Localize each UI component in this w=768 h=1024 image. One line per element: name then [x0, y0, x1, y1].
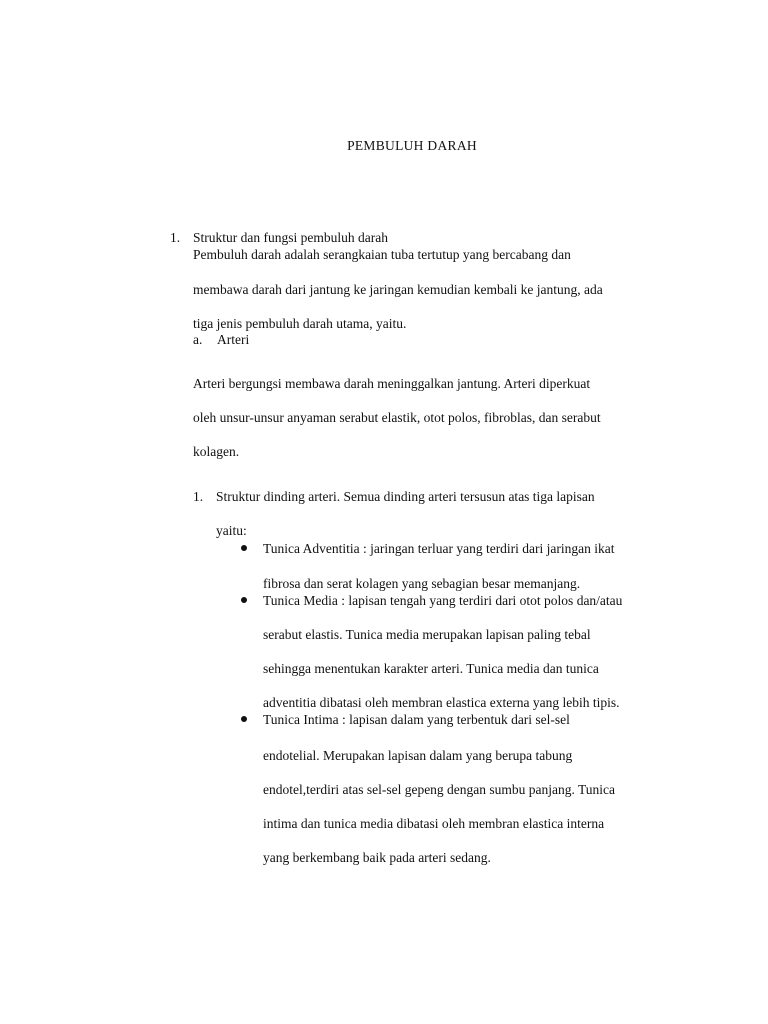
bullet-line: Tunica Media : lapisan tengah yang terdiri dari otot polos dan/atau: [263, 593, 623, 608]
subsection-marker: a.: [193, 332, 203, 347]
bullet-dot-icon: [241, 545, 247, 551]
bullet-line: endotelial. Merupakan lapisan dalam yang berupa tabung: [263, 748, 573, 763]
section-number: 1.: [170, 230, 181, 245]
bullet-line: yang berkembang baik pada arteri sedang.: [263, 850, 491, 865]
bullet-dot-icon: [241, 597, 247, 603]
bullet-line: sehingga menentukan karakter arteri. Tunica media dan tunica: [263, 661, 599, 676]
bullet-line: fibrosa dan serat kolagen yang sebagian besar memanjang.: [263, 576, 581, 591]
item-line: yaitu:: [216, 523, 247, 538]
bullet-dot-icon: [241, 716, 247, 722]
paragraph-line: Arteri bergungsi membawa darah meninggalkan jantung. Arteri diperkuat: [193, 376, 591, 391]
paragraph-line: Pembuluh darah adalah serangkaian tuba tertutup yang bercabang dan: [193, 247, 571, 262]
paragraph-line: tiga jenis pembuluh darah utama, yaitu.: [193, 316, 407, 331]
item-line: Struktur dinding arteri. Semua dinding arteri tersusun atas tiga lapisan: [216, 489, 595, 504]
bullet-line: serabut elastis. Tunica media merupakan lapisan paling tebal: [263, 627, 591, 642]
bullet-line: adventitia dibatasi oleh membran elastica externa yang lebih tipis.: [263, 695, 620, 710]
page-title: PEMBULUH DARAH: [347, 138, 477, 153]
paragraph-line: oleh unsur-unsur anyaman serabut elastik, otot polos, fibroblas, dan serabut: [193, 410, 601, 425]
paragraph-line: membawa darah dari jantung ke jaringan kemudian kembali ke jantung, ada: [193, 282, 603, 297]
section-heading: Struktur dan fungsi pembuluh darah: [193, 230, 388, 245]
bullet-line: endotel,terdiri atas sel-sel gepeng dengan sumbu panjang. Tunica: [263, 782, 616, 797]
item-number: 1.: [193, 489, 204, 504]
subsection-heading: Arteri: [217, 332, 250, 347]
bullet-line: Tunica Intima : lapisan dalam yang terbentuk dari sel-sel: [263, 712, 570, 727]
paragraph-line: kolagen.: [193, 444, 240, 459]
bullet-line: Tunica Adventitia : jaringan terluar yang terdiri dari jaringan ikat: [263, 541, 615, 556]
bullet-line: intima dan tunica media dibatasi oleh membran elastica interna: [263, 816, 605, 831]
